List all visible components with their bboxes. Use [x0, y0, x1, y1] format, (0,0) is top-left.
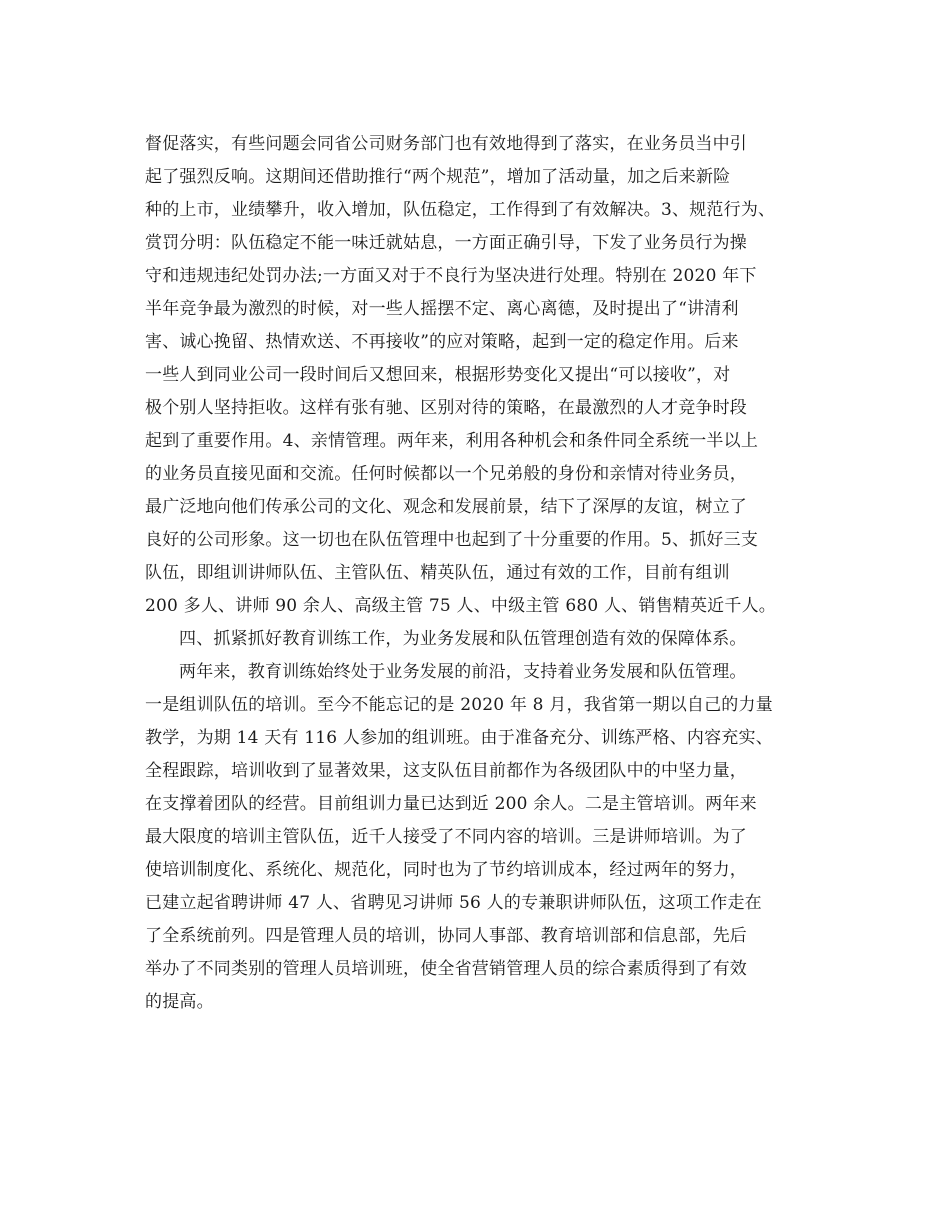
text-line: 最大限度的培训主管队伍，近千人接受了不同内容的培训。三是讲师培训。为了 — [145, 827, 747, 847]
text-line: 的提高。 — [145, 992, 214, 1012]
paragraph-start: 两年来，教育训练始终处于业务发展的前沿，支持着业务发展和队伍管理。 — [179, 662, 747, 682]
text-line: 一是组训队伍的培训。至今不能忘记的是 2020 年 8 月，我省第一期以自己的力量 — [145, 695, 773, 715]
text-line: 已建立起省聘讲师 47 人、省聘见习讲师 56 人的专兼职讲师队伍，这项工作走在 — [145, 893, 762, 913]
text-line: 害、诚心挽留、热情欢送、不再接收”的应对策略，起到一定的稳定作用。后来 — [145, 332, 739, 352]
text-line: 全程跟踪，培训收到了显著效果，这支队伍目前都作为各级团队中的中坚力量， — [145, 761, 747, 781]
text-line: 半年竞争最为激烈的时候，对一些人摇摆不定、离心离德，及时提出了“讲清利 — [145, 299, 739, 319]
body-text — [145, 128, 825, 1019]
text-line: 在支撑着团队的经营。目前组训力量已达到近 200 余人。二是主管培训。两年来 — [145, 794, 757, 814]
text-line: 使培训制度化、系统化、规范化，同时也为了节约培训成本，经过两年的努力， — [145, 860, 747, 880]
text-line: 起了强烈反响。这期间还借助推行“两个规范”，增加了活动量，加之后来新险 — [145, 167, 731, 187]
text-line: 守和违规违纪处罚办法;一方面又对于不良行为坚决进行处理。特别在 2020 年下 — [145, 266, 757, 286]
text-line: 队伍，即组训讲师队伍、主管队伍、精英队伍，通过有效的工作，目前有组训 — [145, 563, 730, 583]
text-line: 种的上市，业绩攀升，收入增加，队伍稳定，工作得到了有效解决。3、规范行为、 — [145, 200, 776, 220]
text-line: 督促落实，有些问题会同省公司财务部门也有效地得到了落实，在业务员当中引 — [145, 134, 747, 154]
text-line: 的业务员直接见面和交流。任何时候都以一个兄弟般的身份和亲情对待业务员， — [145, 464, 747, 484]
text-line: 赏罚分明：队伍稳定不能一味迁就姑息，一方面正确引导，下发了业务员行为操 — [145, 233, 747, 253]
text-line: 了全系统前列。四是管理人员的培训，协同人事部、教育培训部和信息部，先后 — [145, 926, 747, 946]
text-line: 极个别人坚持拒收。这样有张有驰、区别对待的策略，在最激烈的人才竞争时段 — [145, 398, 747, 418]
text-line: 最广泛地向他们传承公司的文化、观念和发展前景，结下了深厚的友谊，树立了 — [145, 497, 747, 517]
text-line: 举办了不同类别的管理人员培训班，使全省营销管理人员的综合素质得到了有效 — [145, 959, 747, 979]
text-line: 教学，为期 14 天有 116 人参加的组训班。由于准备充分、训练严格、内容充实、 — [145, 728, 773, 748]
text-line: 起到了重要作用。4、亲情管理。两年来，利用各种机会和条件同全系统一半以上 — [145, 431, 759, 451]
text-line: 一些人到同业公司一段时间后又想回来，根据形势变化又提出“可以接收”，对 — [145, 365, 731, 385]
text-line: 良好的公司形象。这一切也在队伍管理中也起到了十分重要的作用。5、抓好三支 — [145, 530, 759, 550]
section-heading: 四、抓紧抓好教育训练工作，为业务发展和队伍管理创造有效的保障体系。 — [179, 629, 747, 649]
text-line: 200 多人、讲师 90 余人、高级主管 75 人、中级主管 680 人、销售精英近千人。 — [145, 596, 776, 616]
